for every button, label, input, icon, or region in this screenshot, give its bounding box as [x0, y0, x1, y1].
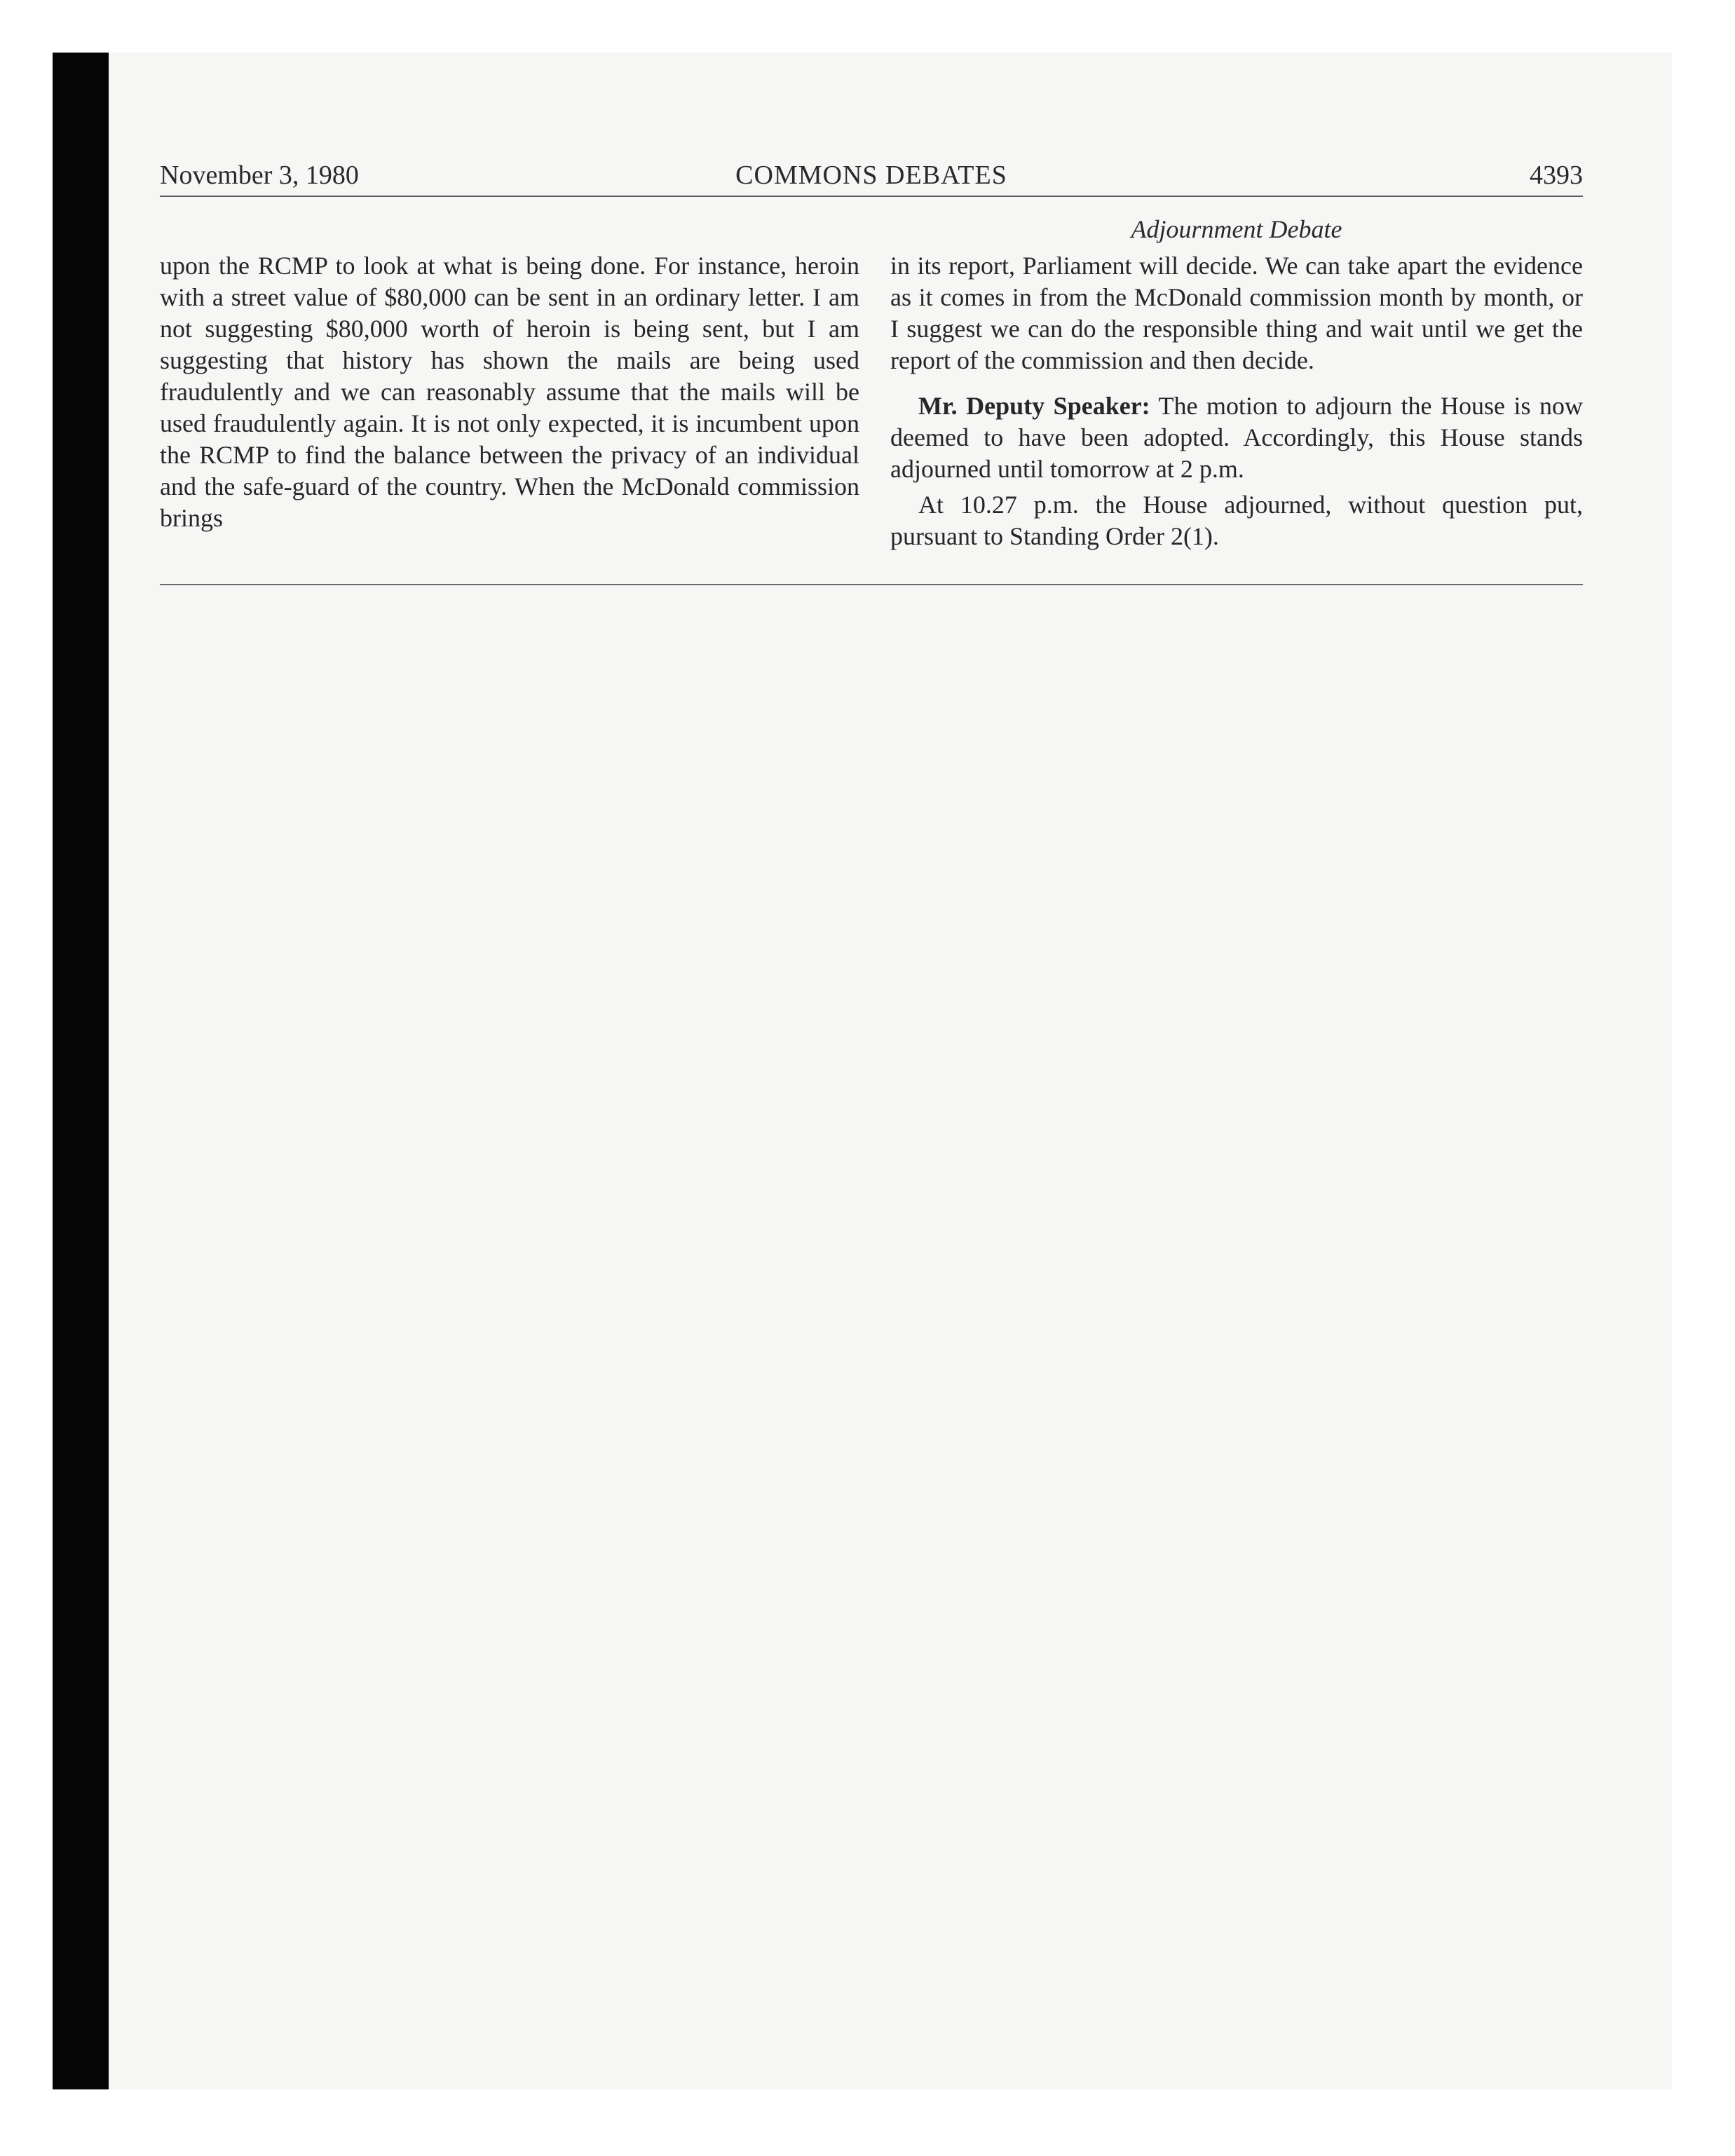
speaker-name: Mr. Deputy Speaker: [918, 392, 1150, 420]
adjournment-paragraph: At 10.27 p.m. the House adjourned, without question put, pursuant to Standing Order 2(1). [890, 491, 1583, 550]
left-paragraph: upon the RCMP to look at what is being done. For instance, heroin with a street value of $80,000 can be sent in an ordinary letter. I am not suggesting $80,000 worth of heroin is being sent, but I am suggesting that history has shown the mails are being used fraudulently and we can reasonably assume that the mails will be used fraudulently again. It is not only expected, it is incumbent upon the RCMP to find the balance between the privacy of an individual and the safe-guard of the country. When the McDonald commission brings [160, 252, 859, 532]
binding-edge [53, 53, 109, 2089]
page-number: 4393 [1530, 161, 1583, 190]
speaker-text: The motion to adjourn the House is now deemed to have been adopted. Accordingly, this House stands adjourned until tomorrow at 2 p.m. [890, 392, 1583, 483]
speaker-paragraph [890, 390, 1583, 485]
header-date: November 3, 1980 [160, 161, 359, 190]
left-column [160, 250, 859, 534]
running-header [160, 160, 1583, 193]
header-title: COMMONS DEBATES [735, 161, 1007, 190]
right-column [890, 250, 1583, 552]
header-rule [160, 196, 1583, 197]
end-rule [160, 584, 1583, 585]
section-heading: Adjournment Debate [1131, 215, 1342, 243]
right-paragraph-continuation: in its report, Parliament will decide. We can take apart the evidence as it comes in from the McDonald commission month by month, or I suggest we can do the responsible thing and wait until we get the report of the commission and then decide. [890, 252, 1583, 374]
